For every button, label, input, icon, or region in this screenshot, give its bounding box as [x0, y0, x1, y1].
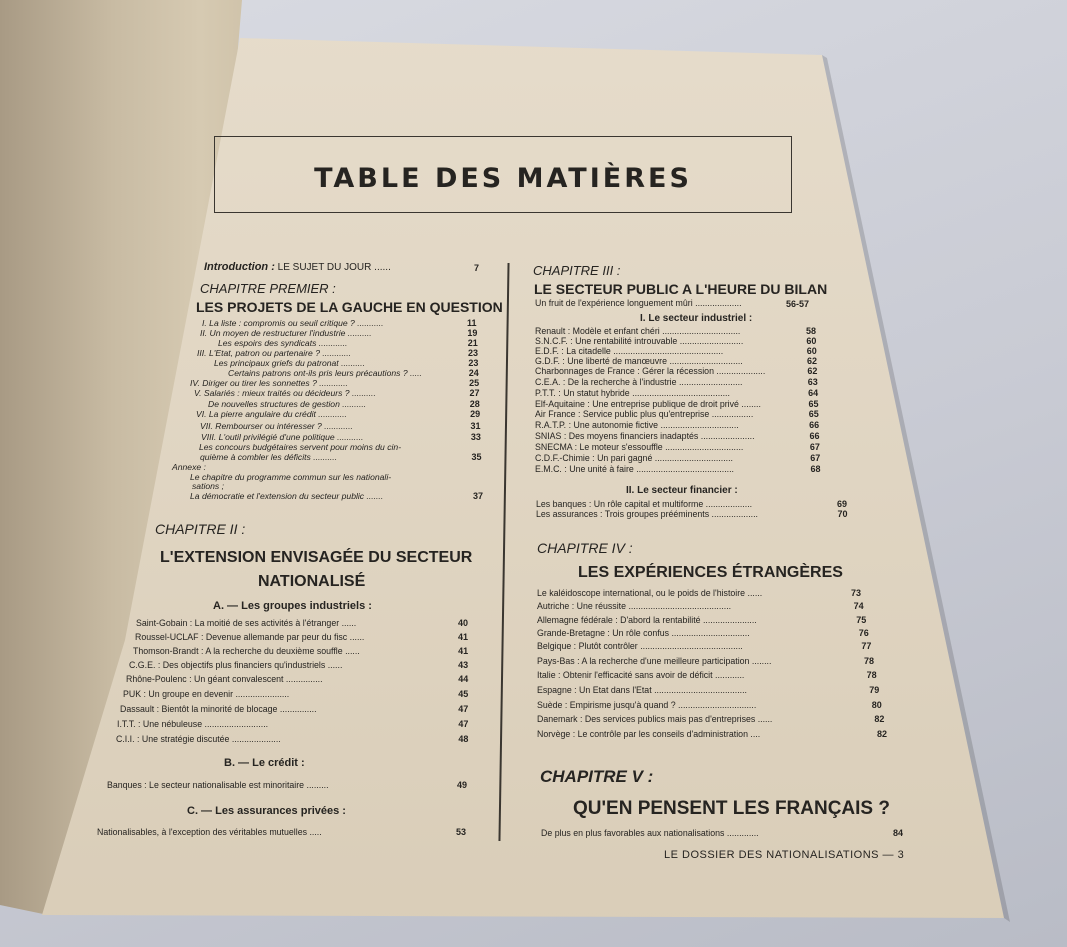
ch1-entry-page-number: 27 [469, 388, 480, 398]
ch4-entry-page-number: 82 [877, 729, 888, 739]
ch4-entry-text: Pays-Bas : A la recherche d'une meilleure participation [537, 656, 750, 666]
ch2-group-entry-page-number: 41 [458, 632, 469, 642]
ch2-group-entry [116, 735, 281, 744]
ch3-industriel-entry-text: Renault : Modèle et enfant chéri [535, 326, 660, 336]
ch1-entry [202, 319, 384, 328]
ch3-industriel-entry-text: Charbonnages de France : Gérer la récession [535, 366, 714, 376]
ch4-entry-leader-dots: .... [747, 729, 761, 739]
ch3-financier-entry [536, 510, 758, 519]
ch4-entry-page-number: 77 [861, 641, 872, 651]
ch2-assurances-entry [97, 828, 322, 837]
ch3-industriel-entry [535, 337, 743, 346]
ch4-entry [537, 671, 744, 680]
ch4-entry-page-number: 74 [853, 601, 864, 611]
ch2-credit-entry [107, 781, 329, 790]
ch1-entry-text: Le chapitre du programme commun sur les nationali- [190, 472, 392, 482]
ch3-industriel-entry-text: Air France : Service public plus qu'entreprise [535, 409, 710, 419]
title-box [214, 136, 792, 213]
ch3-industriel-entry [535, 454, 733, 463]
ch1-entry-page-number: 31 [470, 421, 481, 431]
ch3-industriel-entry-leader-dots: ........................................ [629, 388, 730, 398]
ch2-group-entry-leader-dots: ...... [347, 632, 365, 642]
ch3-industriel-entry-leader-dots: ........ [738, 399, 761, 409]
credit-text: Banques : Le secteur nationalisable est minoritaire [107, 780, 305, 790]
ch3-industriel-entry [535, 421, 739, 430]
ch1-entry-page-number: 25 [469, 378, 480, 388]
intro-page: 7 [474, 263, 480, 273]
ch2-group-entry-page-number: 41 [458, 646, 469, 656]
ch1-entry-leader-dots: .......... [338, 358, 365, 368]
intro-label: Introduction : [204, 261, 275, 273]
ch1-entry-leader-dots: ............ [316, 378, 348, 388]
ch3-industriel-entry-page-number: 68 [810, 464, 821, 474]
ch4-entry [537, 629, 750, 638]
ch1-entry-page-number: 37 [472, 491, 483, 501]
ch1-entry-page-number: 33 [470, 432, 481, 442]
ch3-industriel-entry-page-number: 66 [809, 431, 820, 441]
ch4-entry-leader-dots: ...................... [700, 615, 757, 625]
ch4-entry [537, 657, 771, 666]
ch3-industriel-entry-leader-dots: .................... [713, 366, 766, 376]
ch3-industriel-entry-text: P.T.T. : Un statut hybride [535, 388, 630, 398]
ch5-entry-dots: ............. [726, 828, 759, 838]
ch1-entry-leader-dots: .......... [339, 399, 367, 409]
ch4-entry [537, 701, 756, 710]
ch3-industriel-entry-page-number: 67 [809, 442, 820, 452]
ch2-section-b: B. — Le crédit : [224, 757, 305, 769]
ch3-industriel-entry-text: SNECMA : Le moteur s'essouffle [535, 442, 663, 452]
ch3-financier-entry-text: Les banques : Un rôle capital et multiforme [536, 499, 704, 509]
ch3-label: CHAPITRE III : [533, 263, 621, 278]
ch2-group-entry [120, 705, 317, 714]
ch3-industriel-entry-page-number: 62 [807, 366, 818, 376]
ch3-industriel-entry [535, 357, 743, 366]
ch4-entry-leader-dots: ...................................... [651, 685, 747, 695]
ch1-entry [201, 433, 363, 442]
ch3-financier-entry-page-number: 69 [837, 499, 848, 509]
ch3-financier-entry-page-number: 70 [837, 509, 848, 519]
ch3-industriel-entry [535, 367, 765, 376]
ch2-section-c: C. — Les assurances privées : [187, 805, 346, 817]
ch3-industriel-entry-leader-dots: .......................... [677, 336, 744, 346]
ch2-group-entry-page-number: 43 [458, 660, 469, 670]
ch1-title: LES PROJETS DE LA GAUCHE EN QUESTION [196, 299, 503, 315]
ch3-industriel-entry-page-number: 67 [810, 453, 821, 463]
ch1-entry [200, 329, 372, 338]
ch5-entry-text: De plus en plus favorables aux nationalisations [541, 828, 725, 838]
ch2-group-entry-page-number: 40 [458, 618, 469, 628]
ch3-industriel-entry-page-number: 60 [806, 346, 817, 356]
ch3-industriel-entry-text: R.A.T.P. : Une autonomie fictive [535, 420, 659, 430]
ch2-group-entry [135, 633, 364, 642]
ch1-entry-leader-dots: ........... [354, 318, 384, 328]
credit-dots: ......... [306, 780, 329, 790]
ch1-entry [194, 389, 376, 398]
ch4-entry-leader-dots: ................................ [675, 700, 757, 710]
ch3-industriel-entry-page-number: 62 [807, 356, 818, 366]
ch4-entry-page-number: 79 [869, 685, 880, 695]
ch5-entry [541, 829, 759, 838]
ch1-entry [190, 492, 383, 501]
ch3-financier-entry-text: Les assurances : Trois groupes prééminents [536, 509, 710, 519]
ch3-intro-entry [535, 299, 742, 308]
ch1-entry [218, 339, 347, 348]
ch3-intro-dots: ................... [695, 298, 742, 308]
ch4-entry-leader-dots: ........ [749, 656, 772, 666]
ch4-entry-text: Norvège : Le contrôle par les conseils d'administration [537, 729, 748, 739]
ch1-entry-leader-dots: ..... [407, 368, 422, 378]
ch1-entry-text: VII. Rembourser ou intéresser ? [200, 421, 322, 431]
ch2-group-entry-text: Saint-Gobain : La moitié de ses activités à l'étranger [136, 618, 340, 628]
ch4-entry-text: Suède : Empirisme jusqu'à quand ? [537, 700, 676, 710]
ch1-entry-page-number: 29 [470, 409, 481, 419]
ch2-group-entry-leader-dots: ...... [342, 646, 360, 656]
ch1-entry [200, 453, 337, 462]
ch4-entry-text: Italie : Obtenir l'efficacité sans avoir de déficit [537, 670, 713, 680]
ch4-entry [537, 602, 731, 611]
ch5-label: CHAPITRE V : [540, 767, 654, 786]
ch4-entry-page-number: 82 [874, 714, 885, 724]
ch3-industriel-entry-leader-dots: .............................. [667, 356, 743, 366]
ch2-group-entry-text: Dassault : Bientôt la minorité de blocage [120, 704, 278, 714]
ch3-industriel-entry-leader-dots: ................. [709, 409, 754, 419]
ch1-entry-leader-dots: .......... [310, 452, 338, 462]
ch1-entry-text: sations ; [192, 481, 225, 491]
ch1-entry [196, 410, 347, 419]
ch4-title: LES EXPÉRIENCES ÉTRANGÈRES [578, 564, 843, 581]
credit-page: 49 [457, 780, 468, 790]
ch1-entry-text: I. La liste : compromis ou seuil critique ? [202, 318, 355, 328]
ch3-industriel-entry-page-number: 65 [808, 399, 819, 409]
ch1-entry-text: De nouvelles structures de gestion [208, 399, 340, 409]
ch2-group-entry-page-number: 45 [458, 689, 469, 699]
ch1-entry [199, 443, 401, 452]
ch3-industriel-entry [535, 378, 743, 387]
ch2-group-entry-page-number: 47 [458, 704, 469, 714]
ch4-entry-leader-dots: ...... [755, 714, 773, 724]
ch4-entry-text: Grande-Bretagne : Un rôle confus [537, 628, 670, 638]
ch4-entry-leader-dots: .......................................... [637, 641, 743, 651]
ch1-entry-text: IV. Diriger ou tirer les sonnettes ? [190, 378, 317, 388]
ch2-group-entry-text: PUK : Un groupe en devenir [123, 689, 234, 699]
ch4-entry-text: Autriche : Une réussite [537, 601, 626, 611]
ch3-industriel-entry-page-number: 66 [809, 420, 820, 430]
intro-entry [204, 262, 391, 273]
ch3-financier-entry-leader-dots: ................... [703, 499, 753, 509]
ch1-entry-text: VIII. L'outil privilégié d'une politique [201, 432, 335, 442]
ch1-entry [228, 369, 422, 378]
page-footer: LE DOSSIER DES NATIONALISATIONS — 3 [664, 849, 905, 861]
ch1-entry-text: V. Salariés : mieux traités ou décideurs ? [194, 388, 350, 398]
ch1-entry-text: Certains patrons ont-ils pris leurs précautions ? [228, 368, 408, 378]
ch3-industriel-entry-leader-dots: ................................ [662, 442, 744, 452]
ch2-group-entry [123, 690, 289, 699]
ch2-label: CHAPITRE II : [155, 521, 246, 537]
ch4-entry [537, 730, 760, 739]
ch3-section-i: I. Le secteur industriel : [640, 313, 753, 324]
intro-dots: ...... [374, 262, 391, 273]
ch3-industriel-entry-text: C.D.F.-Chimie : Un pari gagné [535, 453, 653, 463]
ch3-industriel-entry-text: S.N.C.F. : Une rentabilité introuvable [535, 336, 678, 346]
ch3-industriel-entry-page-number: 65 [808, 409, 819, 419]
ch3-industriel-entry-text: SNIAS : Des moyens financiers inadaptés [535, 431, 699, 441]
assur-text: Nationalisables, à l'exception des véritables mutuelles [97, 827, 307, 837]
ch2-group-entry-text: Rhône-Poulenc : Un géant convalescent [126, 674, 284, 684]
ch4-entry [537, 616, 757, 625]
ch1-entry [200, 422, 353, 431]
ch3-intro-page: 56-57 [786, 299, 810, 309]
ch3-industriel-entry-text: E.M.C. : Une unité à faire [535, 464, 634, 474]
ch2-group-entry [136, 619, 356, 628]
ch4-entry [537, 642, 743, 651]
ch1-entry [208, 400, 366, 409]
ch1-entry-page-number: 21 [467, 338, 478, 348]
ch2-group-entry-text: Thomson-Brandt : A la recherche du deuxième souffle [133, 646, 343, 656]
ch3-industriel-entry-text: C.E.A. : De la recherche à l'industrie [535, 377, 677, 387]
ch2-group-entry-leader-dots: .................... [229, 734, 281, 744]
ch4-entry [537, 589, 762, 598]
ch2-group-entry [117, 720, 268, 729]
ch1-entry-text: VI. La pierre angulaire du crédit [196, 409, 316, 419]
ch4-entry [537, 715, 772, 724]
ch2-group-entry-leader-dots: ...................... [233, 689, 290, 699]
ch1-entry-leader-dots: .......... [345, 328, 372, 338]
ch1-entry-leader-dots: .......... [349, 388, 376, 398]
ch3-industriel-entry-text: G.D.F. : Une liberté de manœuvre [535, 356, 668, 366]
ch2-group-entry [129, 661, 342, 670]
ch2-title-line2: NATIONALISÉ [258, 573, 366, 590]
assur-dots: ..... [309, 827, 322, 837]
ch3-industriel-entry-leader-dots: ................................ [658, 420, 739, 430]
ch4-entry-leader-dots: ...... [745, 588, 763, 598]
ch1-entry [190, 379, 348, 388]
ch4-entry-text: Le kaléidoscope international, ou le poids de l'histoire [537, 588, 746, 598]
ch1-entry-text: Annexe : [172, 462, 206, 472]
ch3-industriel-entry [535, 465, 734, 474]
ch3-intro-text: Un fruit de l'expérience longuement mûri [535, 298, 693, 308]
ch1-entry-text: quième à combler les déficits [200, 452, 311, 462]
ch4-label: CHAPITRE IV : [537, 540, 633, 556]
ch2-section-a: A. — Les groupes industriels : [213, 600, 372, 612]
ch1-entry-leader-dots: ....... [364, 491, 384, 501]
ch4-entry-text: Belgique : Plutôt contrôler [537, 641, 638, 651]
ch3-industriel-entry [535, 400, 761, 409]
ch3-industriel-entry-page-number: 60 [806, 336, 817, 346]
ch1-entry-leader-dots: ............ [320, 348, 352, 358]
ch4-entry-page-number: 73 [851, 588, 862, 598]
assur-page: 53 [456, 827, 467, 837]
ch1-entry-text: III. L'Etat, patron ou partenaire ? [197, 348, 320, 358]
ch1-entry-page-number: 28 [469, 399, 480, 409]
ch1-entry-text: Les principaux griefs du patronat [214, 358, 339, 368]
ch4-entry-leader-dots: ................................ [669, 628, 750, 638]
ch1-entry [172, 463, 206, 472]
ch4-entry-page-number: 80 [871, 700, 882, 710]
ch3-industriel-entry-page-number: 63 [807, 377, 818, 387]
ch2-title-line1: L'EXTENSION ENVISAGÉE DU SECTEUR [160, 549, 473, 566]
ch1-entry-page-number: 19 [467, 328, 478, 338]
ch1-entry [214, 359, 365, 368]
ch3-financier-entry [536, 500, 752, 509]
ch3-industriel-entry-leader-dots: .......................... [676, 377, 743, 387]
ch3-title: LE SECTEUR PUBLIC A L'HEURE DU BILAN [534, 281, 828, 297]
ch1-entry-page-number: 11 [467, 318, 477, 328]
ch1-entry-page-number: 24 [468, 368, 479, 378]
ch1-entry-text: Les concours budgétaires servent pour moins du cin- [199, 442, 402, 452]
ch3-industriel-entry [535, 327, 740, 336]
ch3-industriel-entry-page-number: 64 [808, 388, 819, 398]
ch1-entry-text: La démocratie et l'extension du secteur public [190, 491, 365, 501]
ch2-group-entry-leader-dots: ............... [277, 704, 317, 714]
ch4-entry-page-number: 76 [858, 628, 869, 638]
ch3-industriel-entry [535, 432, 755, 441]
ch4-entry [537, 686, 747, 695]
ch1-entry-page-number: 23 [468, 348, 479, 358]
ch3-industriel-entry-leader-dots: ................................ [652, 453, 733, 463]
ch2-group-entry-leader-dots: .......................... [202, 719, 269, 729]
ch1-entry-leader-dots: ............ [321, 421, 353, 431]
ch2-group-entry-page-number: 44 [458, 674, 469, 684]
ch3-industriel-entry [535, 347, 723, 356]
ch2-group-entry-text: C.I.I. : Une stratégie discutée [116, 734, 230, 744]
ch3-industriel-entry-leader-dots: ........................................ [633, 464, 734, 474]
ch1-entry-leader-dots: ............ [316, 338, 348, 348]
ch1-entry-leader-dots: ........... [334, 432, 364, 442]
ch4-entry-page-number: 75 [856, 615, 867, 625]
ch4-entry-leader-dots: ............ [712, 670, 745, 680]
ch2-group-entry-leader-dots: ...... [325, 660, 343, 670]
ch5-entry-page: 84 [893, 828, 904, 838]
ch1-entry-text: II. Un moyen de restructurer l'industrie [200, 328, 346, 338]
ch3-industriel-entry [535, 410, 753, 419]
ch4-entry-text: Espagne : Un Etat dans l'Etat [537, 685, 652, 695]
ch4-entry-text: Allemagne fédérale : D'abord la rentabilité [537, 615, 701, 625]
ch1-entry [192, 482, 224, 491]
ch2-group-entry-leader-dots: ............... [283, 674, 323, 684]
ch3-industriel-entry-leader-dots: ................................ [659, 326, 741, 336]
ch3-industriel-entry-page-number: 58 [806, 326, 817, 336]
ch1-label: CHAPITRE PREMIER : [200, 281, 336, 296]
ch2-group-entry-page-number: 47 [458, 719, 469, 729]
ch3-industriel-entry-leader-dots: ...................... [698, 431, 755, 441]
ch1-entry [197, 349, 351, 358]
intro-text: LE SUJET DU JOUR [277, 262, 372, 273]
ch2-group-entry [126, 675, 323, 684]
ch2-group-entry-text: I.T.T. : Une nébuleuse [117, 719, 203, 729]
ch3-industriel-entry-text: E.D.F. : La citadelle [535, 346, 611, 356]
ch1-entry-text: Les espoirs des syndicats [218, 338, 317, 348]
ch4-entry-page-number: 78 [864, 656, 875, 666]
ch3-industriel-entry-leader-dots: ............................................. [610, 346, 724, 356]
ch2-group-entry-leader-dots: ...... [339, 618, 357, 628]
ch1-entry-page-number: 35 [471, 452, 482, 462]
ch5-title: QU'EN PENSENT LES FRANÇAIS ? [573, 798, 890, 819]
ch1-entry-leader-dots: ............ [315, 409, 347, 419]
ch2-group-entry-text: C.G.E. : Des objectifs plus financiers qu'industriels [129, 660, 326, 670]
ch2-group-entry [133, 647, 360, 656]
ch2-group-entry-text: Roussel-UCLAF : Devenue allemande par peur du fisc [135, 632, 348, 642]
ch2-group-entry-page-number: 48 [458, 734, 469, 744]
ch3-section-ii: II. Le secteur financier : [626, 485, 738, 496]
ch3-industriel-entry [535, 389, 730, 398]
ch3-financier-entry-leader-dots: ................... [709, 509, 758, 519]
ch4-entry-leader-dots: .......................................... [626, 601, 732, 611]
ch3-industriel-entry [535, 443, 743, 452]
ch4-entry-page-number: 78 [866, 670, 877, 680]
ch4-entry-text: Danemark : Des services publics mais pas d'entreprises [537, 714, 756, 724]
ch1-entry-page-number: 23 [468, 358, 479, 368]
page-title: TABLE DES MATIÈRES [314, 163, 692, 194]
ch3-industriel-entry-text: Elf-Aquitaine : Une entreprise publique de droit privé [535, 399, 739, 409]
